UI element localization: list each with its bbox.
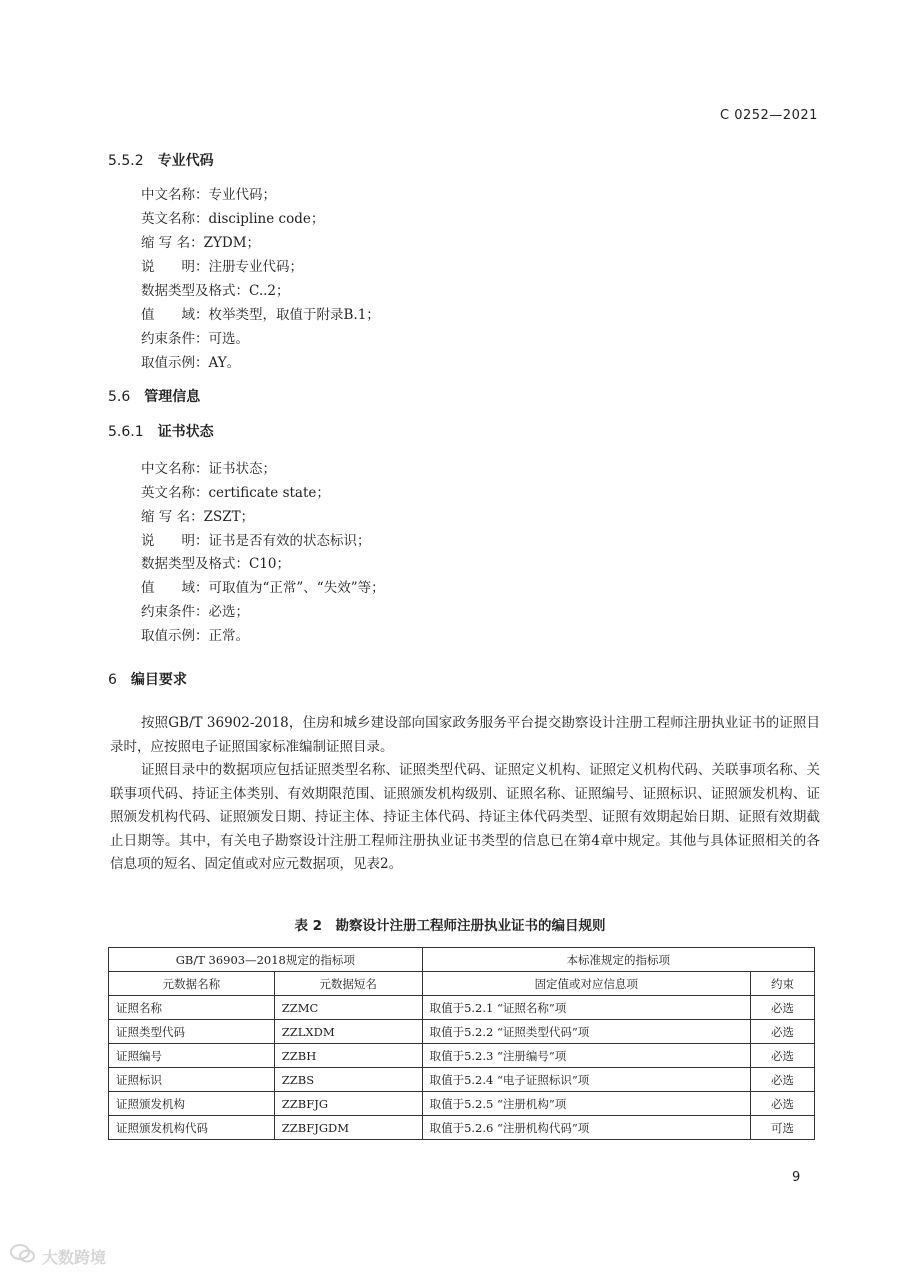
cell-constraint: 必选 — [751, 1020, 815, 1044]
cell-short: ZZBFJG — [274, 1092, 422, 1116]
field-line: 数据类型及格式：C..2； — [141, 283, 290, 299]
field-line: 缩 写 名：ZSZT； — [141, 509, 255, 525]
cell-value: 取值于5.2.4 “电子证照标识”项 — [422, 1068, 750, 1092]
cell-constraint: 必选 — [751, 1044, 815, 1068]
cell-value: 取值于5.2.2 “证照类型代码”项 — [422, 1020, 750, 1044]
column-header: 固定值或对应信息项 — [422, 972, 750, 996]
table-row — [109, 1044, 815, 1068]
section-number: 6 — [108, 672, 117, 688]
table-row — [109, 996, 815, 1020]
standard-code: C 0252—2021 — [720, 108, 818, 123]
cell-short: ZZBH — [274, 1044, 422, 1068]
field-line: 说 明：注册专业代码； — [141, 259, 303, 275]
field-line: 英文名称：discipline code； — [141, 211, 325, 227]
paragraph-2: 证照目录中的数据项应包括证照类型名称、证照类型代码、证照定义机构、证照定义机构代码、关联事项名称、关联事项代码、持证主体类别、有效期限范围、证照颁发机构级别、证照名称、证照编号、证照标识、证照颁发机构、证照颁发机构代码、证照颁发日期、持证主体、持证主体代码、持证主体代码类型、证照有效期起始日期、证照有效期截止日期等。其中，有关电子勘察设计注册工程师注册执业证书类型的信息已在第4章中规定。其他与具体证照相关的各信息项的短名、固定值或对应元数据项，见表2。 — [110, 762, 820, 872]
cell-name: 证照编号 — [109, 1044, 275, 1068]
field-line: 约束条件：必选； — [141, 604, 249, 620]
cell-name: 证照颁发机构 — [109, 1092, 275, 1116]
table-row — [109, 1020, 815, 1044]
field-line: 数据类型及格式：C10； — [141, 556, 291, 572]
section-title: 专业代码 — [157, 153, 214, 169]
section-heading-5-6 — [108, 386, 200, 406]
cell-name: 证照标识 — [109, 1068, 275, 1092]
table-caption: 表 2 勘察设计注册工程师注册执业证书的编目规则 — [294, 918, 606, 934]
column-header: 元数据名称 — [109, 972, 275, 996]
cell-constraint: 可选 — [751, 1116, 815, 1140]
cell-value: 取值于5.2.1 “证照名称”项 — [422, 996, 750, 1020]
table-group-header-row — [109, 948, 815, 972]
watermark-text: 大数跨境 — [42, 1247, 107, 1267]
field-line: 值 域：枚举类型，取值于附录B.1； — [141, 307, 380, 323]
column-header: 元数据短名 — [274, 972, 422, 996]
field-line: 值 域：可取值为“正常”、“失效”等； — [141, 580, 385, 596]
cataloging-rules-table — [108, 947, 815, 1140]
cell-value: 取值于5.2.6 “注册机构代码”项 — [422, 1116, 750, 1140]
cell-short: ZZBS — [274, 1068, 422, 1092]
cell-constraint: 必选 — [751, 996, 815, 1020]
cell-short: ZZMC — [274, 996, 422, 1020]
cell-value: 取值于5.2.5 “注册机构”项 — [422, 1092, 750, 1116]
section-title: 证书状态 — [157, 424, 214, 440]
watermark — [10, 1244, 106, 1268]
field-line: 英文名称：certificate state； — [141, 485, 330, 501]
section-title: 管理信息 — [144, 389, 201, 405]
cell-value: 取值于5.2.3 “注册编号”项 — [422, 1044, 750, 1068]
section-number: 5.6.1 — [108, 424, 144, 440]
field-line: 取值示例：正常。 — [141, 628, 249, 644]
table-header-row — [109, 972, 815, 996]
cell-short: ZZBFJGDM — [274, 1116, 422, 1140]
cell-constraint: 必选 — [751, 1092, 815, 1116]
field-line: 取值示例：AY。 — [141, 355, 241, 371]
section-number: 5.5.2 — [108, 153, 144, 169]
paragraph-1: 按照GB/T 36902-2018，住房和城乡建设部向国家政务服务平台提交勘察设计注册工程师注册执业证书的证照目录时，应按照电子证照国家标准编制证照目录。 — [110, 715, 820, 755]
field-line: 说 明：证书是否有效的状态标识； — [141, 533, 371, 549]
page-number: 9 — [792, 1170, 801, 1185]
cell-name: 证照名称 — [109, 996, 275, 1020]
table-row — [109, 1068, 815, 1092]
field-line: 中文名称：专业代码； — [141, 187, 276, 203]
field-line: 约束条件：可选。 — [141, 331, 249, 347]
section-title: 编目要求 — [130, 672, 187, 688]
cell-name: 证照类型代码 — [109, 1020, 275, 1044]
group-header-gbt: GB/T 36903—2018规定的指标项 — [109, 948, 423, 972]
cell-short: ZZLXDM — [274, 1020, 422, 1044]
cell-constraint: 必选 — [751, 1068, 815, 1092]
group-header-this-standard: 本标准规定的指标项 — [422, 948, 814, 972]
field-line: 缩 写 名：ZYDM； — [141, 235, 261, 251]
table-row — [109, 1116, 815, 1140]
wechat-bubble-icon — [10, 1244, 36, 1268]
column-header: 约束 — [751, 972, 815, 996]
cell-name: 证照颁发机构代码 — [109, 1116, 275, 1140]
table-row — [109, 1092, 815, 1116]
section-number: 5.6 — [108, 389, 131, 405]
section-heading-5-5-2 — [108, 150, 214, 170]
section-heading-5-6-1 — [108, 421, 214, 441]
section-heading-6 — [108, 669, 187, 689]
field-line: 中文名称：证书状态； — [141, 461, 276, 477]
